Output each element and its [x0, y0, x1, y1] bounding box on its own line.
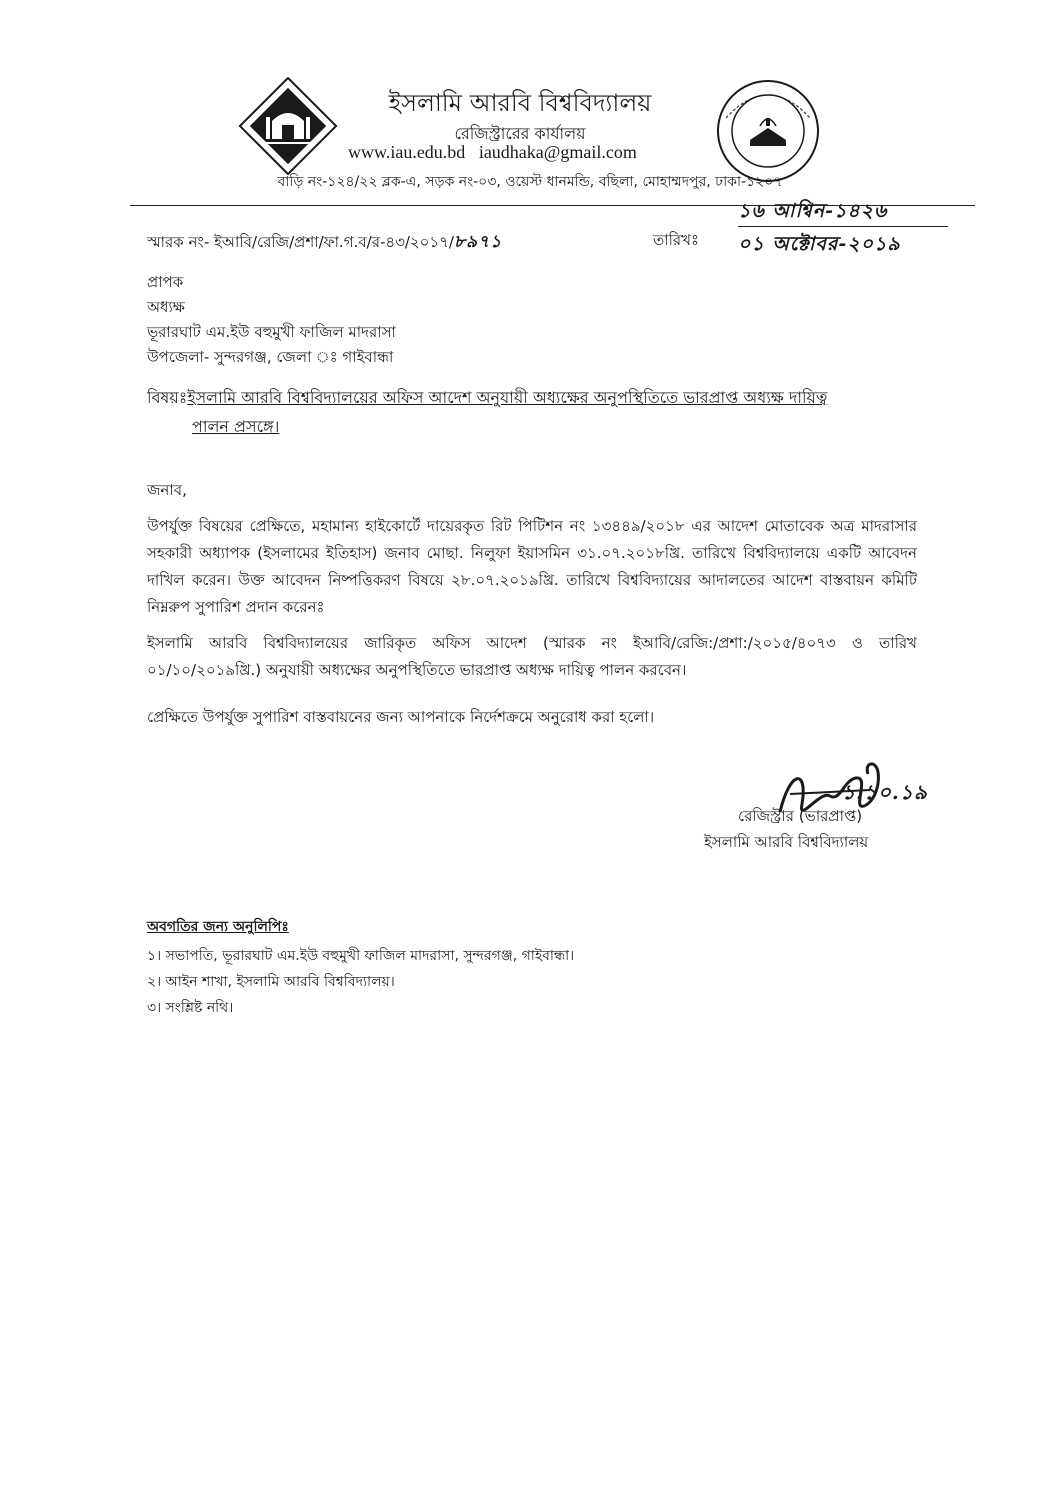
memo-ref-label: স্মারক নং- ইআবি/রেজি/প্রশা/ফা.গ.ব/র-৪৩/২০১৭/ [147, 233, 454, 251]
university-name: ইসলামি আরবি বিশ্ববিদ্যালয় [388, 89, 652, 117]
body-paragraph-2: ইসলামি আরবি বিশ্ববিদ্যালয়ের জারিকৃত অফিস আদেশ (স্মারক নং ইআবি/রেজি:/প্রশা:/২০১৫/৪০৭৩ ও তারিখ ০১/১০/২০১৯খ্রি.) অনুযায়ী অধ্যক্ষের অনুপস্থিতিতে ভারপ্রাপ্ত অধ্যক্ষ দায়িত্ব পালন করবেন। [147, 634, 917, 679]
subject-block [147, 385, 907, 412]
signatory-title: রেজিস্ট্রার (ভারপ্রাপ্ত) [738, 807, 863, 825]
signature-date: ১.১০.১৯ [842, 780, 928, 804]
recipient-address: উপজেলা- সুন্দরগঞ্জ, জেলা ঃ গাইবান্ধা [147, 348, 394, 366]
copy-item-3: ৩। সংশ্লিষ্ট নথি। [147, 1000, 234, 1016]
motto-seal [712, 78, 824, 184]
signatory-org: ইসলামি আরবি বিশ্ববিদ্যালয় [704, 833, 869, 851]
recipient-designation: অধ্যক্ষ [147, 298, 185, 316]
copies-heading: অবগতির জন্য অনুলিপিঃ [147, 919, 289, 935]
recipient-label: প্রাপক [147, 273, 184, 291]
email-link[interactable]: iaudhaka@gmail.com [478, 142, 637, 162]
date-label: তারিখঃ [653, 231, 699, 249]
memo-ref [147, 229, 502, 257]
subject-line-1: ইসলামি আরবি বিশ্ববিদ্যালয়ের অফিস আদেশ অনুযায়ী অধ্যক্ষের অনুপস্থিতিতে ভারপ্রাপ্ত অধ্যক্ষ দায়িত্ব [187, 388, 828, 407]
date-gregorian: ০১ অক্টোবর-২০১৯ [738, 233, 901, 255]
memo-ref-handwritten: ৮৯৭১ [453, 232, 503, 252]
copy-item-1: ১। সভাপতি, ভূরারঘাট এম.ইউ বহুমুখী ফাজিল মাদরাসা, সুন্দরগঞ্জ, গাইবান্ধা। [147, 948, 575, 964]
address-line: বাড়ি নং-১২৪/২২ ব্লক-এ, সড়ক নং-০৩, ওয়েস্ট ধানমন্ডি, বছিলা, মোহাম্মদপুর, ঢাকা-১২০৭ [277, 174, 783, 190]
body-paragraph-3: প্রেক্ষিতে উপর্যুক্ত সুপারিশ বাস্তবায়নের জন্য আপনাকে নির্দেশক্রমে অনুরোধ করা হলো। [147, 708, 655, 726]
date-bangla: ১৬ আশ্বিন-১৪২৬ [738, 200, 888, 222]
body-paragraph-1: উপর্যুক্ত বিষয়ের প্রেক্ষিতে, মহামান্য হাইকোর্টে দায়েরকৃত রিট পিটিশন নং ১৩৪৪৯/২০১৮ এর আদেশ মোতাবেক অত্র মাদরাসার সহকারী অধ্যাপক (ইসলামের ইতিহাস) জনাব মোছা. নিলুফা ইয়াসমিন ৩১.০৭.২০১৮খ্রি. তারিখে বিশ্ববিদ্যালয়ে একটি আবেদন দাখিল করেন। উক্ত আবেদন নিষ্পত্তিকরণ বিষয়ে ২৮.০৭.২০১৯খ্রি. তারিখে বিশ্ববিদ্যায়ের আদালতের আদেশ বাস্তবায়ন কমিটি নিম্নরুপ সুপারিশ প্রদান করেনঃ [147, 517, 917, 616]
subject-label: বিষয়ঃ [147, 388, 188, 407]
copy-item-2: ২। আইন শাখা, ইসলামি আরবি বিশ্ববিদ্যালয়। [147, 974, 395, 990]
office-name: রেজিস্ট্রারের কার্যালয় [454, 124, 586, 143]
subject-line-2: পালন প্রসঙ্গে। [192, 417, 280, 436]
date-divider [738, 226, 948, 227]
salutation: জনাব, [147, 481, 187, 499]
website-link[interactable]: www.iau.edu.bd [348, 142, 466, 162]
recipient-institution: ভূরারঘাট এম.ইউ বহুমুখী ফাজিল মাদরাসা [147, 323, 396, 341]
contact-line [348, 142, 637, 163]
